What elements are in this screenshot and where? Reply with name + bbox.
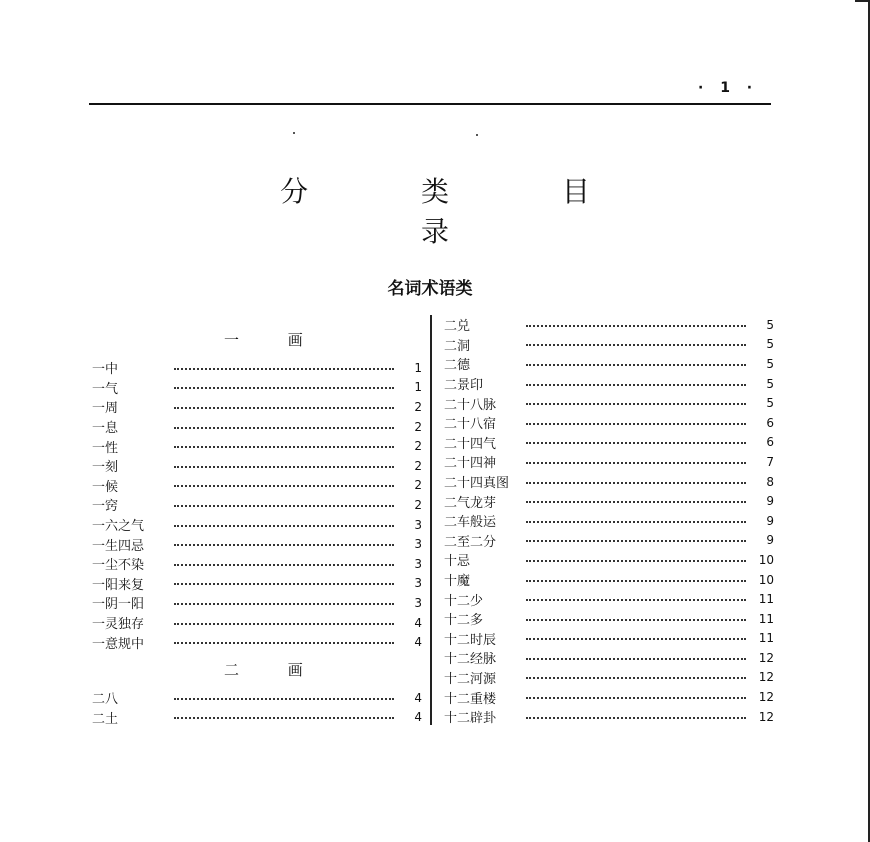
leader-dots: [526, 364, 746, 366]
leader-dots: [174, 603, 394, 605]
entry-page-number: 5: [766, 376, 774, 391]
toc-entry: [444, 589, 774, 609]
leader-dots: [526, 638, 746, 640]
toc-entry: [92, 515, 422, 535]
leader-dots: [526, 580, 746, 582]
leader-dots: [174, 583, 394, 585]
leader-dots: [174, 446, 394, 448]
entry-page-number: 2: [414, 497, 422, 512]
entry-page-number: 1: [414, 380, 422, 395]
entry-term: 一候: [92, 479, 119, 495]
entry-term: 二八: [92, 692, 119, 708]
leader-dots: [526, 658, 746, 660]
leader-dots: [174, 717, 394, 719]
toc-entry: [92, 554, 422, 574]
entry-term: 一刻: [92, 460, 119, 476]
toc-entry: [92, 613, 422, 633]
entry-term: 一性: [92, 440, 119, 456]
toc-entry: [444, 511, 774, 531]
entry-list: [92, 358, 422, 652]
column-divider: [430, 315, 432, 725]
entry-list: [92, 688, 422, 727]
toc-entry: [92, 417, 422, 437]
toc-entry: [92, 632, 422, 652]
leader-dots: [174, 698, 394, 700]
entry-page-number: 2: [414, 458, 422, 473]
entry-term: 十忌: [444, 554, 471, 570]
toc-entry: [444, 668, 774, 688]
entry-term: 十二辟卦: [444, 711, 497, 727]
leader-dots: [174, 407, 394, 409]
leader-dots: [526, 599, 746, 601]
toc-entry: [444, 629, 774, 649]
entry-term: 一周: [92, 401, 119, 417]
leader-dots: [174, 466, 394, 468]
toc-entry: [444, 433, 774, 453]
entry-page-number: 10: [758, 552, 774, 567]
entry-page-number: 6: [766, 415, 774, 430]
toc-entry: [444, 354, 774, 374]
toc-entry: [92, 688, 422, 708]
leader-dots: [174, 387, 394, 389]
leader-dots: [526, 423, 746, 425]
entry-page-number: 4: [414, 710, 422, 725]
entry-page-number: 5: [766, 317, 774, 332]
page-edge: [855, 0, 870, 2]
leader-dots: [526, 344, 746, 346]
toc-entry: [92, 495, 422, 515]
toc-entry: [92, 593, 422, 613]
toc-entry: [444, 472, 774, 492]
leader-dots: [174, 505, 394, 507]
entry-term: 十魔: [444, 574, 471, 590]
entry-term: 一气: [92, 381, 119, 397]
toc-entry: [444, 609, 774, 629]
toc-entry: [444, 531, 774, 551]
left-column: [92, 322, 422, 727]
entry-page-number: 5: [766, 396, 774, 411]
entry-term: 二十四气: [444, 436, 497, 452]
leader-dots: [526, 482, 746, 484]
entry-term: 十二时辰: [444, 632, 497, 648]
toc-entry: [92, 456, 422, 476]
leader-dots: [174, 427, 394, 429]
leader-dots: [526, 501, 746, 503]
stroke-heading: 二 画: [224, 660, 325, 679]
stroke-heading: 一 画: [224, 331, 325, 349]
toc-entry: [92, 397, 422, 417]
leader-dots: [174, 564, 394, 566]
entry-term: 一生四忌: [92, 538, 145, 554]
entry-list: [444, 315, 774, 726]
toc-entry: [92, 708, 422, 728]
leader-dots: [174, 525, 394, 527]
entry-page-number: 11: [758, 631, 774, 646]
toc-entry: [444, 315, 774, 335]
entry-page-number: 1: [414, 360, 422, 375]
entry-term: 一中: [92, 362, 119, 378]
header-rule: [89, 103, 771, 105]
entry-page-number: 12: [758, 670, 774, 685]
entry-term: 十二经脉: [444, 652, 497, 668]
entry-term: 一六之气: [92, 519, 145, 535]
entry-page-number: 11: [758, 611, 774, 626]
entry-term: 二十八脉: [444, 397, 497, 413]
entry-term: 一阴一阳: [92, 597, 145, 613]
leader-dots: [526, 697, 746, 699]
right-column: [444, 315, 774, 726]
entry-page-number: 5: [766, 356, 774, 371]
leader-dots: [174, 623, 394, 625]
entry-page-number: 2: [414, 478, 422, 493]
entry-term: 二兑: [444, 319, 471, 335]
entry-page-number: 3: [414, 576, 422, 591]
entry-term: 一尘不染: [92, 558, 145, 574]
toc-entry: [444, 570, 774, 590]
toc-entry: [444, 491, 774, 511]
entry-page-number: 2: [414, 439, 422, 454]
entry-term: 十二多: [444, 613, 484, 629]
entry-term: 十二少: [444, 593, 484, 609]
leader-dots: [526, 540, 746, 542]
leader-dots: [174, 544, 394, 546]
section-title: 名词术语类: [387, 279, 473, 299]
entry-page-number: 3: [414, 556, 422, 571]
leader-dots: [174, 642, 394, 644]
entry-page-number: 11: [758, 592, 774, 607]
leader-dots: [526, 677, 746, 679]
toc-entry: [92, 574, 422, 594]
leader-dots: [526, 325, 746, 327]
toc-entry: [444, 648, 774, 668]
entry-term: 二十四神: [444, 456, 497, 472]
toc-entry: [92, 378, 422, 398]
leader-dots: [526, 442, 746, 444]
entry-term: 一息: [92, 421, 119, 437]
leader-dots: [174, 368, 394, 370]
entry-term: 二景印: [444, 378, 484, 394]
entry-page-number: 2: [414, 419, 422, 434]
entry-page-number: 10: [758, 572, 774, 587]
toc-entry: [92, 358, 422, 378]
entry-term: 十二河源: [444, 671, 497, 687]
entry-term: 二至二分: [444, 534, 497, 550]
entry-term: 二车般运: [444, 515, 497, 531]
entry-page-number: 12: [758, 650, 774, 665]
entry-term: 二气龙芽: [444, 495, 497, 511]
entry-term: 一灵独存: [92, 617, 145, 633]
page-number: · 1 ·: [698, 80, 759, 96]
toc-entry: [92, 534, 422, 554]
entry-term: 一意规中: [92, 636, 145, 652]
entry-term: 二十四真图: [444, 476, 510, 492]
entry-page-number: 6: [766, 435, 774, 450]
entry-term: 一窍: [92, 499, 119, 515]
toc-entry: [444, 335, 774, 355]
leader-dots: [526, 403, 746, 405]
entry-term: 十二重楼: [444, 691, 497, 707]
entry-page-number: 3: [414, 595, 422, 610]
toc-entry: [444, 393, 774, 413]
leader-dots: [526, 619, 746, 621]
entry-term: 二洞: [444, 338, 471, 354]
entry-page-number: 7: [766, 454, 774, 469]
toc-entry: [92, 436, 422, 456]
entry-term: 一阳来复: [92, 577, 145, 593]
toc-entry: [444, 550, 774, 570]
entry-page-number: 12: [758, 709, 774, 724]
toc-entry: [444, 452, 774, 472]
leader-dots: [526, 717, 746, 719]
scan-speck: [293, 132, 295, 134]
toc-entry: [444, 707, 774, 727]
entry-page-number: 9: [766, 533, 774, 548]
entry-page-number: 2: [414, 399, 422, 414]
entry-page-number: 8: [766, 474, 774, 489]
entry-term: 二十八宿: [444, 417, 497, 433]
leader-dots: [526, 462, 746, 464]
toc-entry: [444, 413, 774, 433]
leader-dots: [526, 521, 746, 523]
entry-page-number: 3: [414, 517, 422, 532]
entry-term: 二德: [444, 358, 471, 374]
leader-dots: [526, 560, 746, 562]
entry-term: 二土: [92, 711, 119, 727]
leader-dots: [526, 384, 746, 386]
toc-entry: [92, 476, 422, 496]
page-title: 分 类 目 录: [280, 175, 642, 248]
entry-page-number: 12: [758, 690, 774, 705]
entry-page-number: 9: [766, 494, 774, 509]
entry-page-number: 4: [414, 635, 422, 650]
entry-page-number: 4: [414, 690, 422, 705]
entry-page-number: 4: [414, 615, 422, 630]
entry-page-number: 9: [766, 513, 774, 528]
toc-entry: [444, 687, 774, 707]
leader-dots: [174, 485, 394, 487]
toc-entry: [444, 374, 774, 394]
scan-speck: [476, 134, 478, 136]
entry-page-number: 5: [766, 337, 774, 352]
entry-page-number: 3: [414, 537, 422, 552]
